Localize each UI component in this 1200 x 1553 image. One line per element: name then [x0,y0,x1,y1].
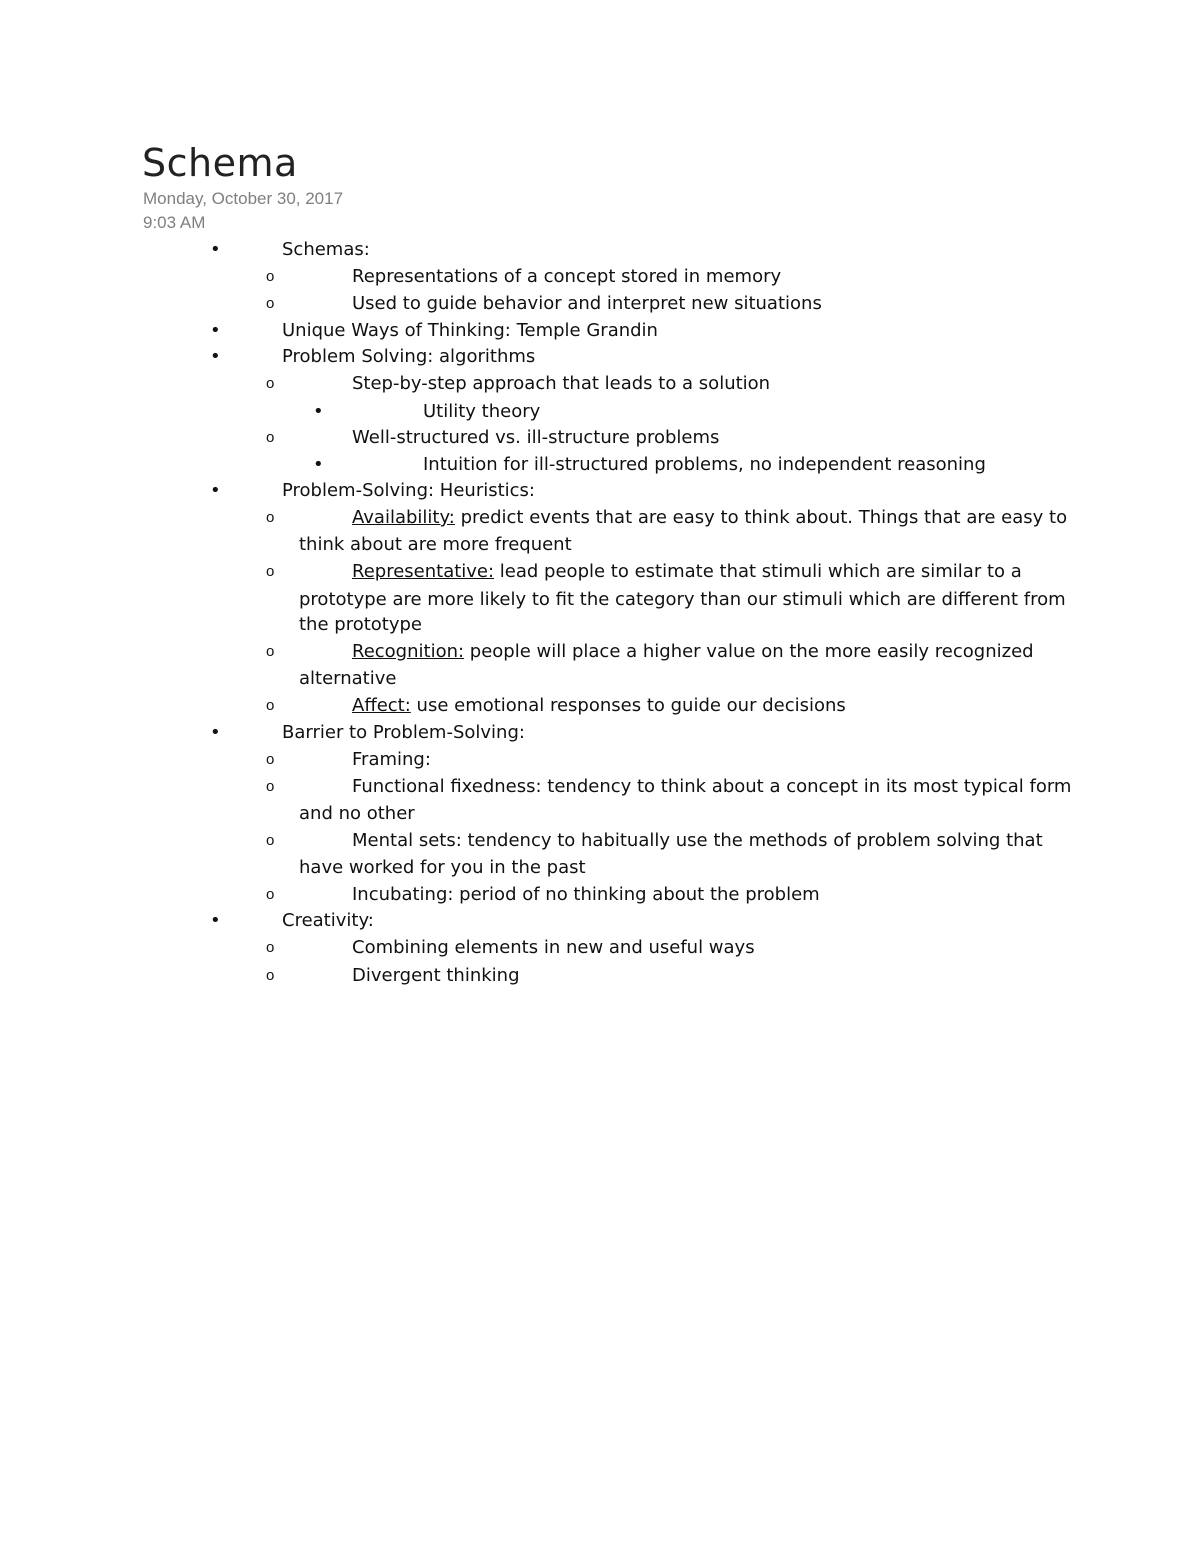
outline-item-text: Mental sets: tendency to habitually use the methods of problem solving that [352,830,1043,851]
bullet-circle-icon: o [266,643,275,660]
page-time: 9:03 AM [143,213,206,232]
outline-item-affect [266,692,846,719]
outline-item-schemas-def [266,263,782,290]
bullet-dot-icon: • [210,239,221,260]
outline-item-fixedness [266,773,1072,800]
outline-item-text: Unique Ways of Thinking: Temple Grandin [282,320,658,341]
bullet-circle-icon: o [266,778,275,795]
outline-item-intuition [313,451,986,478]
outline-item-heuristics [210,477,535,504]
bullet-circle-icon: o [266,832,275,849]
bullet-circle-icon: o [266,429,275,446]
outline-item-combining [266,934,755,961]
outline-item-divergent [266,962,520,989]
term-representative: Representative: [352,561,495,582]
bullet-circle-icon: o [266,967,275,984]
bullet-circle-icon: o [266,375,275,392]
outline-item-continuation: the prototype [299,614,422,635]
term-affect: Affect: [352,695,411,716]
outline-item-availability [266,504,1068,531]
bullet-dot-icon: • [313,454,324,475]
outline-item-text: Combining elements in new and useful ways [352,937,755,958]
bullet-circle-icon: o [266,939,275,956]
bullet-dot-icon: • [210,910,221,931]
outline-item-text: Creativity: [282,910,374,931]
outline-item-text: Framing: [352,749,431,770]
bullet-circle-icon: o [266,295,275,312]
bullet-circle-icon: o [266,886,275,903]
outline-item-text: Representations of a concept stored in memory [352,266,782,287]
outline-item-unique [210,317,658,344]
outline-item-framing [266,746,431,773]
bullet-circle-icon: o [266,563,275,580]
outline-item-text: Divergent thinking [352,965,520,986]
outline-item-mental-sets [266,827,1043,854]
outline-item-problem-solving [210,343,536,370]
outline-item-text: Utility theory [423,401,541,422]
page-title: Schema [142,141,298,185]
outline-item-text: Schemas: [282,239,370,260]
bullet-circle-icon: o [266,697,275,714]
outline-item-text: lead people to estimate that stimuli which are similar to a [494,561,1022,582]
outline-item-text: Intuition for ill-structured problems, no independent reasoning [423,454,986,475]
outline-item-continuation: alternative [299,668,397,689]
outline-item-schemas-use [266,290,822,317]
outline-item-text: Problem-Solving: Heuristics: [282,480,535,501]
outline-item-text: Step-by-step approach that leads to a solution [352,373,771,394]
outline-item-continuation: prototype are more likely to fit the category than our stimuli which are different from [299,589,1066,610]
outline-item-recognition [266,638,1034,665]
outline-item-text: Incubating: period of no thinking about the problem [352,884,820,905]
outline-item-text: predict events that are easy to think about. Things that are easy to [454,507,1068,528]
term-recognition: Recognition: [352,641,465,662]
outline-item-representative [266,558,1022,585]
bullet-dot-icon: • [210,346,221,367]
outline-item-creativity [210,907,374,934]
bullet-circle-icon: o [266,268,275,285]
page-date: Monday, October 30, 2017 [143,189,344,208]
outline-item-continuation: and no other [299,803,415,824]
outline-item-text: Barrier to Problem-Solving: [282,722,525,743]
outline-item-text: Used to guide behavior and interpret new situations [352,293,822,314]
outline-item-continuation: have worked for you in the past [299,857,586,878]
outline-item-barrier [210,719,525,746]
bullet-dot-icon: • [210,320,221,341]
term-availability: Availability: [352,507,455,528]
outline-item-continuation: think about are more frequent [299,534,572,555]
outline-item-step [266,370,771,397]
outline-item-text: Well-structured vs. ill-structure problems [352,427,720,448]
outline-item-text: use emotional responses to guide our decisions [410,695,846,716]
bullet-circle-icon: o [266,509,275,526]
bullet-dot-icon: • [313,401,324,422]
outline-item-well-structured [266,424,720,451]
outline-item-schemas [210,236,370,263]
bullet-circle-icon: o [266,751,275,768]
outline-item-incubating [266,881,820,908]
outline-item-text: people will place a higher value on the more easily recognized [464,641,1034,662]
bullet-dot-icon: • [210,722,221,743]
bullet-dot-icon: • [210,480,221,501]
outline-item-text: Problem Solving: algorithms [282,346,536,367]
outline-item-utility [313,398,541,425]
outline-item-text: Functional fixedness: tendency to think about a concept in its most typical form [352,776,1072,797]
